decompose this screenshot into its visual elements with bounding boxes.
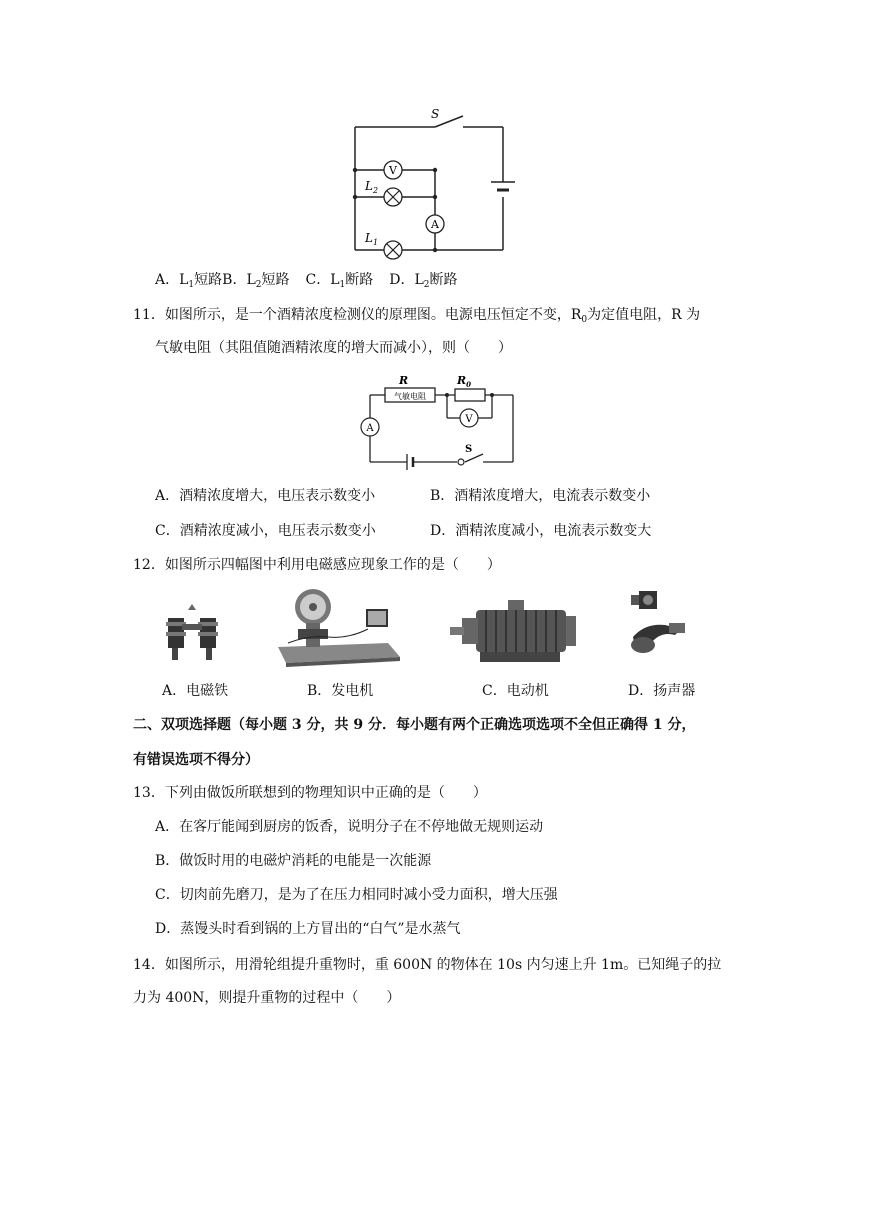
section2-heading-line1: 二、双项选择题（每小题 3 分，共 9 分．每小题有两个正确选项选项不全但正确得 1 分， — [133, 717, 696, 733]
q14-stem-line1: 14．如图所示，用滑轮组提升重物时，重 600N 的物体在 10s 内匀速上升 1m。已知绳子的拉 — [133, 957, 722, 973]
q11-stem-line1: 11．如图所示，是一个酒精浓度检测仪的原理图。电源电压恒定不变，$R_0$为定值电阻，R 为 — [133, 307, 701, 325]
q12-option-d[interactable]: D．扬声器 — [628, 683, 696, 699]
q11-stem-line2: 气敏电阻（其阻值随酒精浓度的增大而减小），则（ ） — [155, 340, 512, 356]
q13-option-d[interactable]: D．蒸馒头时看到锅的上方冒出的“白气”是水蒸气 — [155, 921, 461, 937]
electromagnet-image — [160, 600, 230, 670]
svg-text:V: V — [465, 414, 473, 425]
svg-text:S: S — [431, 107, 440, 121]
fixed-resistor-r0 — [455, 389, 485, 401]
svg-text:S: S — [465, 444, 473, 455]
motor-image — [448, 598, 583, 670]
section2-heading-line2: 有错误选项不得分） — [133, 752, 259, 768]
svg-text:A: A — [431, 218, 439, 231]
svg-text:V: V — [389, 164, 397, 177]
q12-option-b[interactable]: B．发电机 — [307, 683, 374, 699]
q11-option-c[interactable]: C．酒精浓度减小，电压表示数变小 — [155, 523, 376, 539]
svg-text:气敏电阻: 气敏电阻 — [394, 392, 426, 401]
q13-option-c[interactable]: C．切肉前先磨刀，是为了在压力相同时减小受力面积，增大压强 — [155, 887, 558, 903]
q10-circuit-diagram — [345, 100, 520, 260]
q10-option-c[interactable]: C．$L_1$断路 — [305, 272, 374, 290]
q14-stem-line2: 力为 400N，则提升重物的过程中（ ） — [133, 990, 401, 1006]
q13-stem: 13．下列由做饭所联想到的物理知识中正确的是（ ） — [133, 785, 487, 801]
q13-option-a[interactable]: A．在客厅能闻到厨房的饭香，说明分子在不停地做无规则运动 — [155, 819, 544, 835]
svg-text:R: R — [399, 374, 409, 387]
q11-circuit-diagram — [355, 370, 525, 470]
q12-stem: 12．如图所示四幅图中利用电磁感应现象工作的是（ ） — [133, 557, 501, 573]
q11-option-d[interactable]: D．酒精浓度减小，电流表示数变大 — [430, 523, 652, 539]
svg-text:R0: $R_0$ — [457, 374, 472, 389]
q12-option-c[interactable]: C．电动机 — [482, 683, 549, 699]
q10-option-d[interactable]: D．$L_2$断路 — [389, 272, 458, 290]
q12-option-a[interactable]: A．电磁铁 — [162, 683, 229, 699]
q10-option-a[interactable]: A．$L_1$短路B．$L_2$短路 — [155, 272, 290, 290]
q13-option-b[interactable]: B．做饭时用的电磁炉消耗的电能是一次能源 — [155, 853, 432, 869]
generator-image — [268, 585, 408, 670]
q11-option-b[interactable]: B．酒精浓度增大，电流表示数变小 — [430, 488, 651, 504]
speaker-image — [625, 585, 695, 670]
svg-text:A: A — [366, 423, 374, 434]
svg-text:L2: $L_2$ — [365, 179, 379, 195]
q10-options — [155, 270, 458, 295]
q11-option-a[interactable]: A．酒精浓度增大，电压表示数变小 — [155, 488, 376, 504]
svg-text:L1: $L_1$ — [365, 231, 379, 247]
